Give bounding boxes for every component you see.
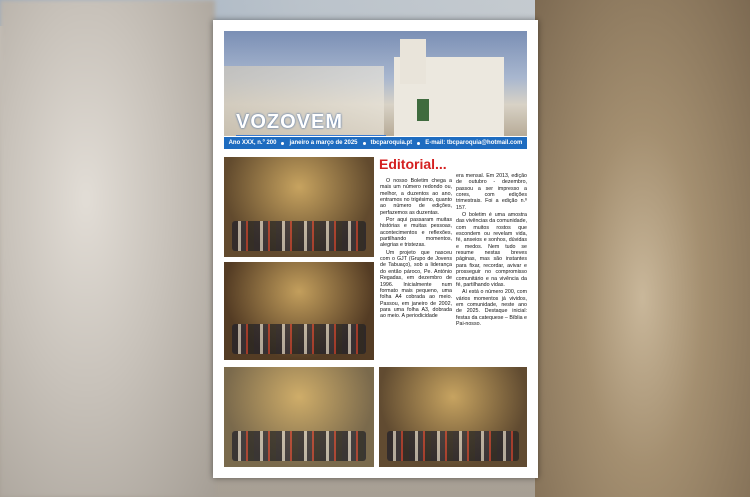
issue-info-bar xyxy=(224,137,527,149)
photo-people xyxy=(232,221,366,251)
photo-catechesis-group xyxy=(224,157,374,257)
church-tower xyxy=(400,39,426,84)
newsletter-logo: VOZOVEM xyxy=(236,111,344,133)
photo-mass-celebration xyxy=(224,367,374,467)
separator-dot-icon xyxy=(281,142,284,145)
background-right-blur xyxy=(535,0,750,497)
issue-period: janeiro a março de 2025 xyxy=(289,140,358,146)
editorial-paragraph: Por aqui passaram muitas histórias e muitas pessoas, acontecimentos e reflexões, partilhando momentos, alegrias e tristezas. xyxy=(380,217,452,249)
photo-people xyxy=(387,431,519,461)
logo-underline xyxy=(236,135,386,136)
editorial-title: Editorial... xyxy=(379,156,447,172)
background-left-blur xyxy=(0,0,215,497)
editorial-paragraph: O boletim é uma amostra das vivências da comunidade, com muitos rostos que escondem ou revelam vida, fé, anseios e sonhos, dúvidas e medos. Nem tudo se resume nestas breves páginas, mas são instantes para fixar, recordar, avivar e prosseguir no compromisso comunitário e na vivência da fé, partilhando vidas. xyxy=(456,212,527,288)
church-door xyxy=(417,99,429,121)
header-photo xyxy=(224,31,527,136)
editorial-paragraph: Um projeto que nasceu com o GJT (Grupo de Jovens de Tabuaço), sob a liderança do então pároco, Pe. António Regadas, em dezembro de 1996. Inicialmente num formato mais pequeno, uma folha A4 cobrada ao meio. Passou, em janeiro de 2002, para uma folha A3, dobrada ao meio. A periodicidade xyxy=(380,249,452,320)
separator-dot-icon xyxy=(363,142,366,145)
photo-church-assembly xyxy=(224,262,374,360)
photo-people xyxy=(232,431,366,461)
photo-people xyxy=(232,324,366,354)
newsletter-page xyxy=(213,20,538,478)
editorial-paragraph: Aí está o número 200, com vários momentos já vividos, em comunidade, neste ano de 2025. Destaque inicial: festas da catequese – Bíblia e Pai-nosso. xyxy=(456,289,527,327)
editorial-column-2 xyxy=(456,173,527,328)
editorial-column-1 xyxy=(380,178,452,321)
website-link[interactable]: tbcparoquia.pt xyxy=(370,140,413,146)
editorial-paragraph: era mensal. Em 2013, edição de outubro - dezembro, passou a ser impresso a cores, com edições trimestrais. Foi a edição n.º 157. xyxy=(456,173,527,211)
editorial-paragraph: O nosso Boletim chega a mais um número redondo ou, melhor, a duzentos ao ano, entramos no trigésimo, quanto ao número de edições, perfazemos as duzentas. xyxy=(380,178,452,216)
issue-number: Ano XXX, n.º 200 xyxy=(228,140,277,146)
photo-children-altar xyxy=(379,367,527,467)
email-link[interactable]: E-mail: tbcparoquia@hotmail.com xyxy=(425,140,523,146)
separator-dot-icon xyxy=(417,142,420,145)
